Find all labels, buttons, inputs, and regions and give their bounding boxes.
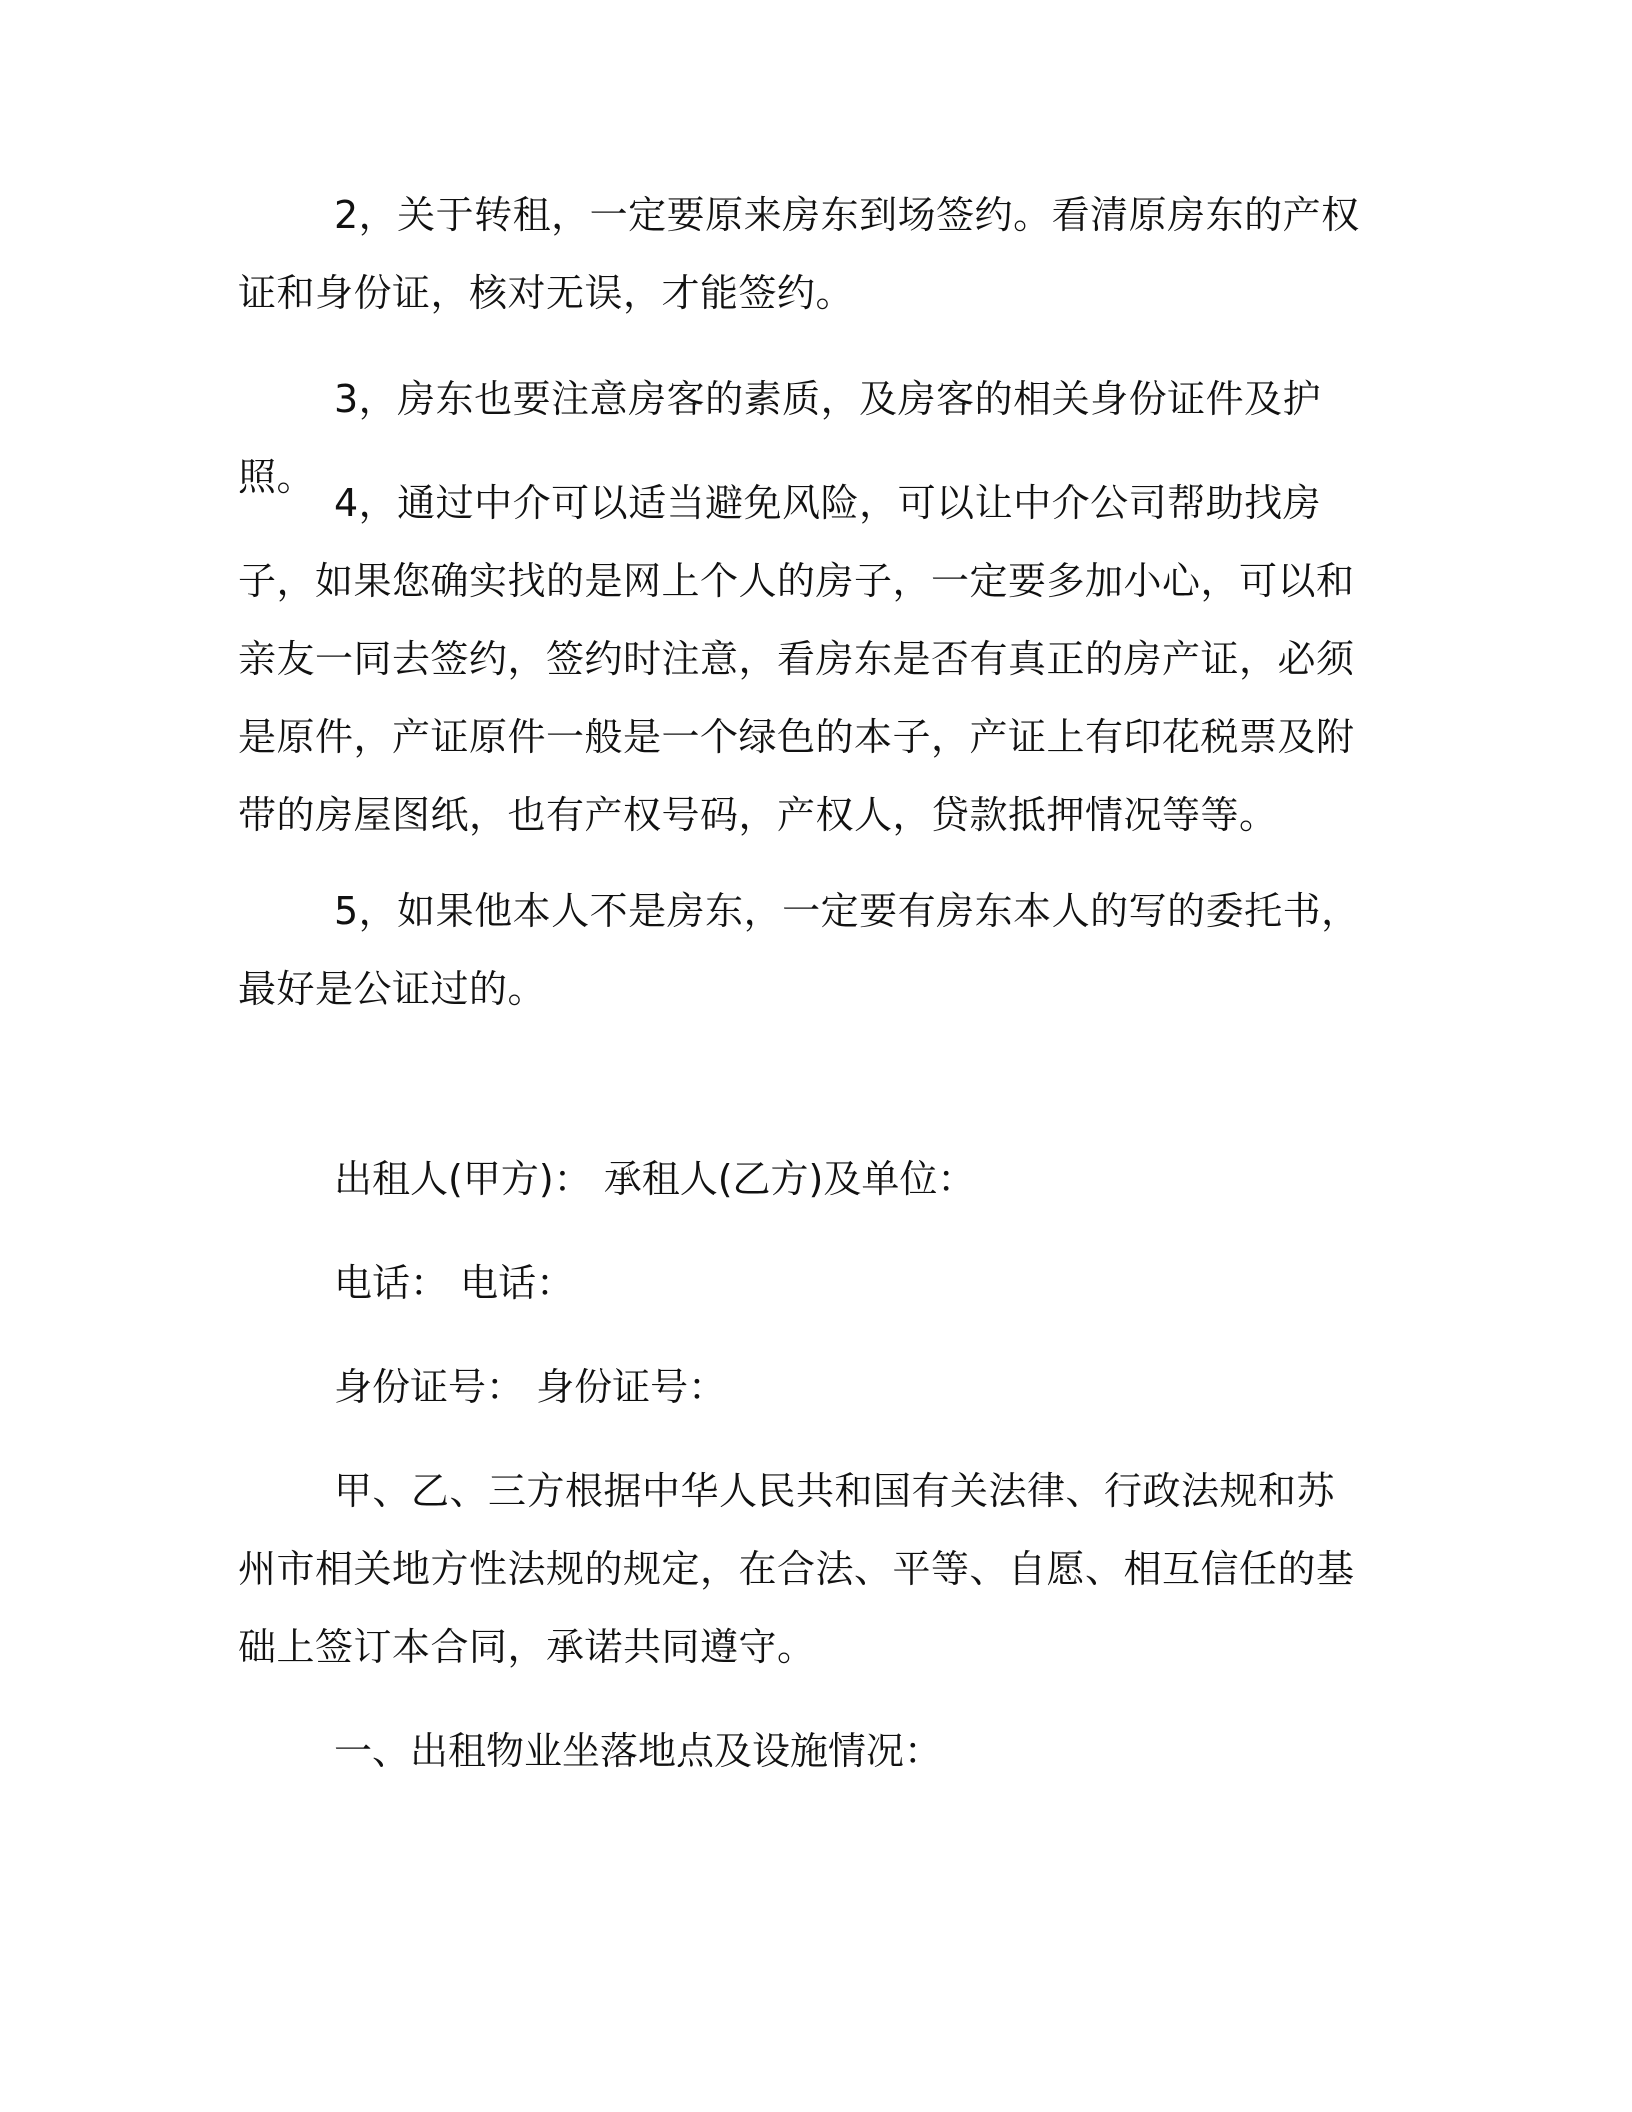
section-heading: 一、出租物业坐落地点及设施情况： (334, 1729, 943, 1773)
party-names-line: 出租人(甲方)： 承租人(乙方)及单位： (334, 1157, 976, 1201)
paragraph-agency-advice: 4，通过中介可以适当避免风险，可以让中介公司帮助找房子，如果您确实找的是网上个人的房子，一定要多加小心，可以和亲友一同去签约，签约时注意，看房东是否有真正的房产证，必须是原件，产证原件一般是一个绿色的本子，产证上有印花税票及附带的房屋图纸，也有产权号码，产权人，贷款抵押情况等等。 (238, 481, 1355, 837)
paragraph-sublet: 2，关于转租，一定要原来房东到场签约。看清原房东的产权证和身份证，核对无误，才能签约。 (238, 193, 1360, 315)
paragraph-power-of-attorney: 5，如果他本人不是房东，一定要有房东本人的写的委托书，最好是公证过的。 (238, 889, 1360, 1011)
phone-line: 电话： 电话： (334, 1261, 575, 1305)
paragraph-tenant-quality: 3，房东也要注意房客的素质，及房客的相关身份证件及护照。 (238, 377, 1322, 499)
contract-intro-paragraph: 甲、乙、三方根据中华人民共和国有关法律、行政法规和苏州市相关地方性法规的规定，在合法、平等、自愿、相互信任的基础上签订本合同，承诺共同遵守。 (238, 1469, 1355, 1669)
id-number-line: 身份证号： 身份证号： (334, 1365, 727, 1409)
